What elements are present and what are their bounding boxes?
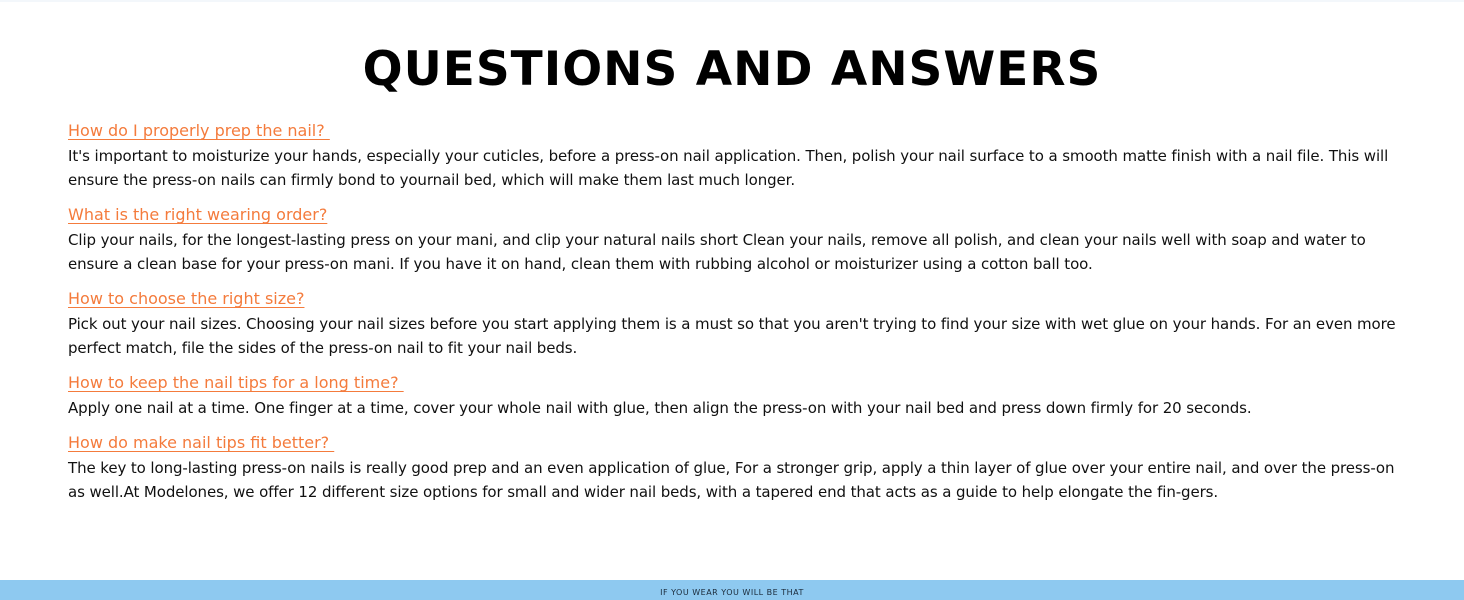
page-title: QUESTIONS AND ANSWERS [362, 42, 1102, 97]
faq-answer-keep-long: Apply one nail at a time. One finger at a time, cover your whole nail with glue, then align the press-on with your nail bed and press down firmly for 20 seconds. [68, 399, 1252, 417]
faq-question-wearing-order[interactable]: What is the right wearing order? [68, 205, 328, 224]
faq-answer-fit-better: The key to long-lasting press-on nails is really good prep and an even application of glue, For a stronger grip, apply a thin layer of glue over your entire nail, and over the press-on as well.At Modelones, we offer 12 different size options for small and wider nail beds, with a tapered end that acts as a guide to help elongate the fin-gers. [68, 459, 1395, 501]
faq-answer-wearing-order: Clip your nails, for the longest-lasting press on your mani, and clip your natural nails short Clean your nails, remove all polish, and clean your nails well with soap and water to ensure a clean base for your press-on mani. If you have it on hand, clean them with rubbing alcohol or moisturizer using a cotton ball too. [68, 231, 1366, 273]
faq-item [68, 429, 1402, 504]
faq-list [68, 117, 1402, 513]
faq-item [68, 117, 1402, 192]
banner-text: IF YOU WEAR YOU WILL BE THAT [660, 588, 804, 597]
bottom-banner [0, 580, 1464, 600]
faq-question-prep[interactable]: How do I properly prep the nail? [68, 121, 330, 140]
faq-question-keep-long[interactable]: How to keep the nail tips for a long time? [68, 373, 404, 392]
faq-item [68, 285, 1402, 360]
top-divider [0, 0, 1464, 2]
faq-question-size[interactable]: How to choose the right size? [68, 289, 305, 308]
faq-answer-prep: It's important to moisturize your hands, especially your cuticles, before a press-on nail application. Then, polish your nail surface to a smooth matte finish with a nail file. This will ensure the press-on nails can firmly bond to yournail bed, which will make them last much longer. [68, 147, 1389, 189]
faq-item [68, 201, 1402, 276]
faq-item [68, 369, 1402, 420]
faq-question-fit-better[interactable]: How do make nail tips fit better? [68, 433, 335, 452]
faq-answer-size: Pick out your nail sizes. Choosing your nail sizes before you start applying them is a must so that you aren't trying to find your size with wet glue on your hands. For an even more perfect match, file the sides of the press-on nail to fit your nail beds. [68, 315, 1396, 357]
